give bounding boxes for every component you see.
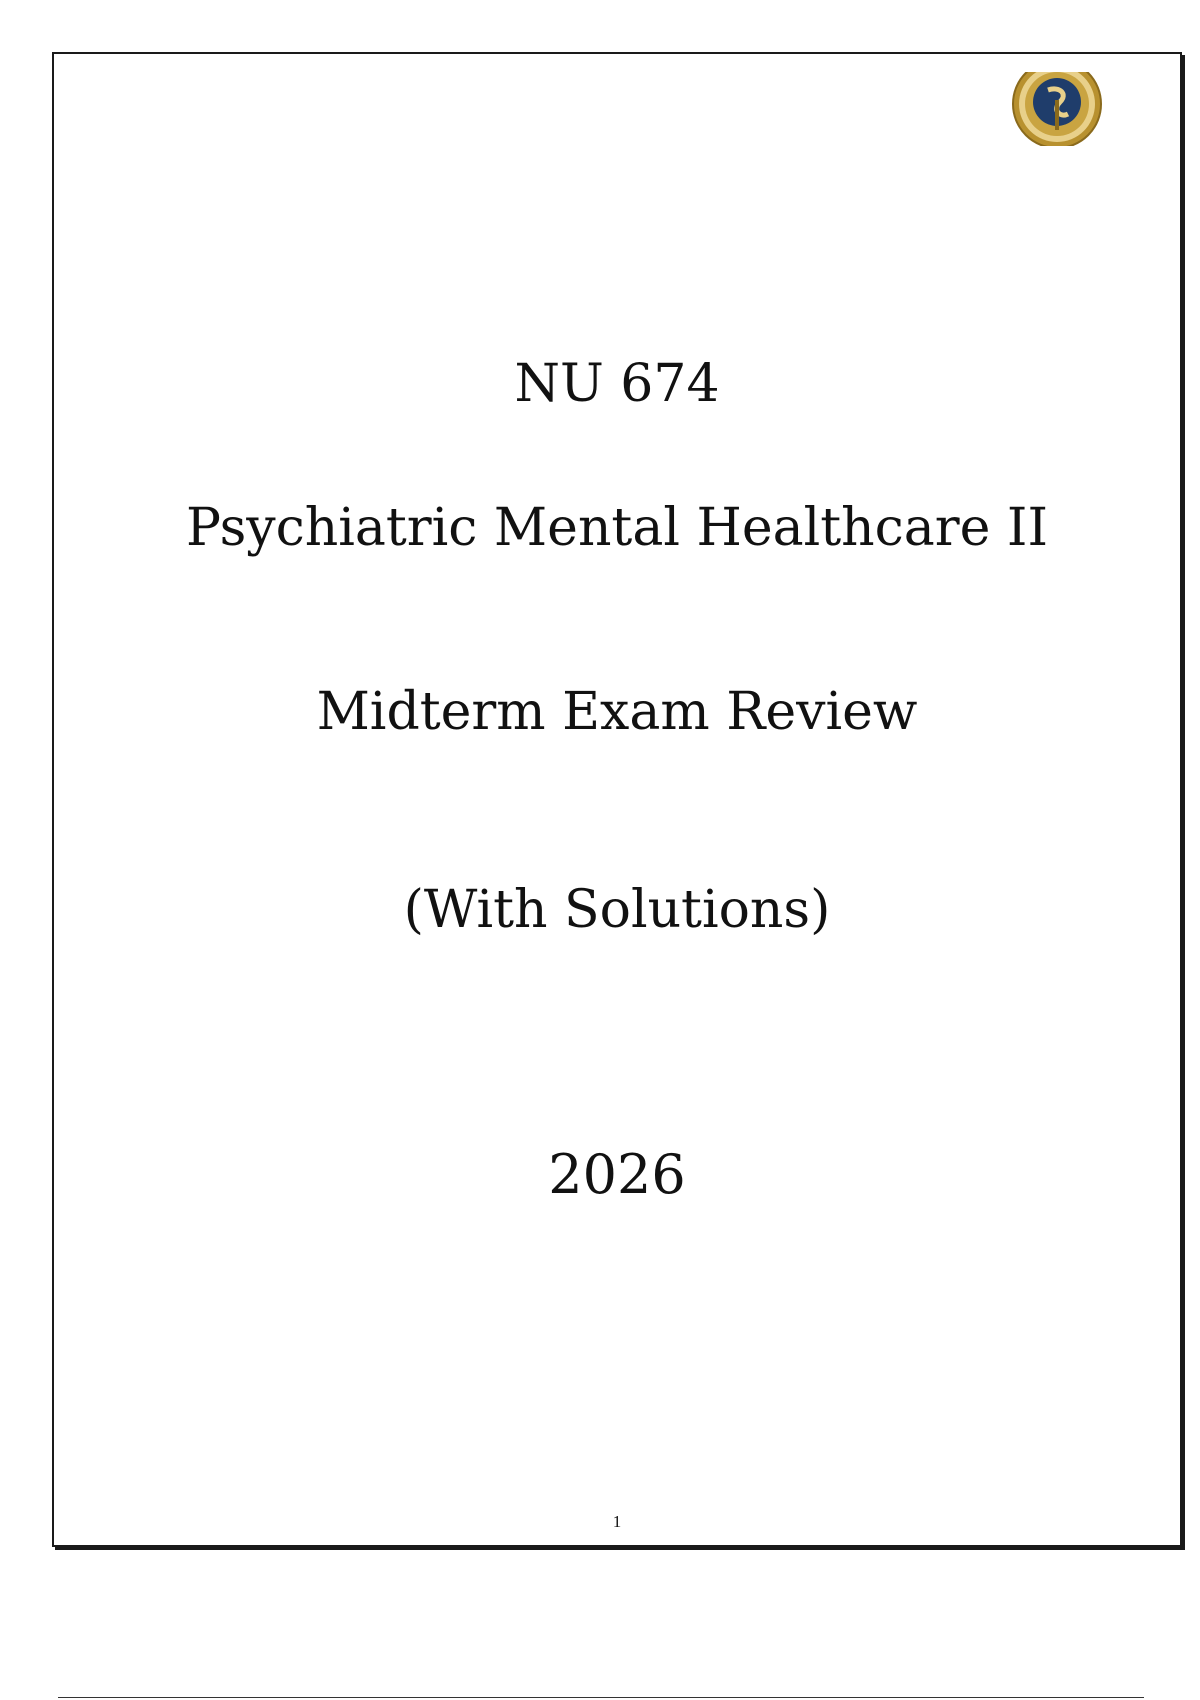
university-seal-icon xyxy=(1008,72,1106,146)
exam-year: 2026 xyxy=(548,1143,686,1206)
page-number: 1 xyxy=(612,1512,622,1531)
page-border xyxy=(52,52,1182,1547)
exam-title: Midterm Exam Review xyxy=(316,682,918,742)
seal-torch xyxy=(1055,100,1059,130)
exam-note: (With Solutions) xyxy=(403,880,831,940)
course-code: NU 674 xyxy=(514,354,720,414)
footer-divider xyxy=(58,1697,1144,1698)
course-name: Psychiatric Mental Healthcare II xyxy=(185,498,1048,558)
